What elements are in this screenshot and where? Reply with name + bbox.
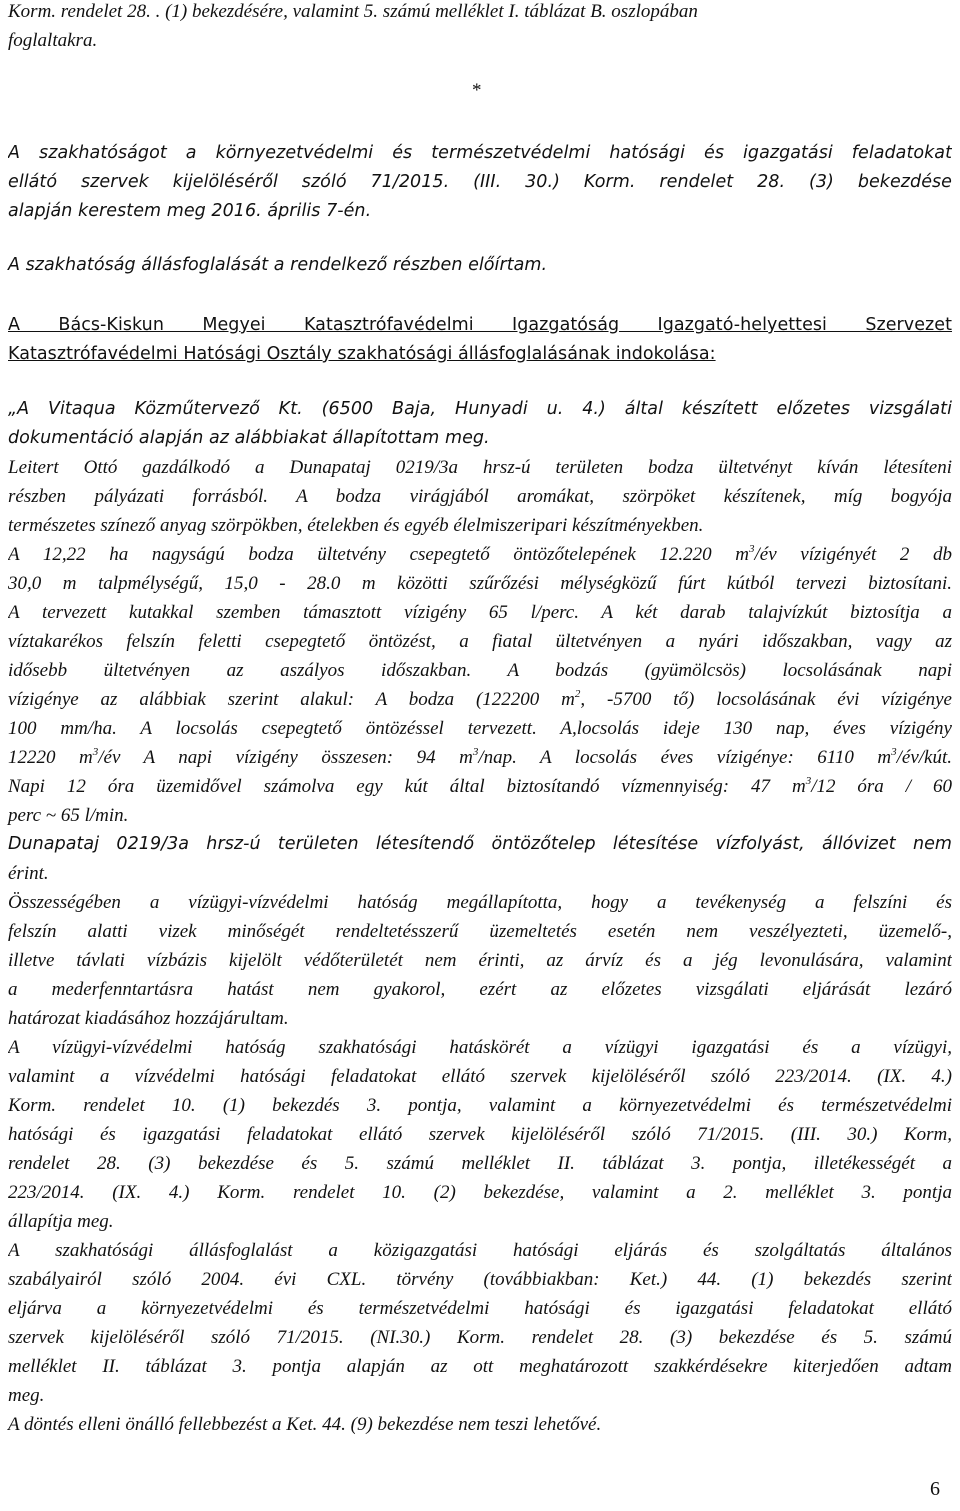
body-line: A vízügyi-vízvédelmi hatóság szakhatósági hatáskörét a vízügyi igazgatási és a vízügyi, [8,1037,952,1058]
body-line: melléklet II. táblázat 3. pontja alapján az ott meghatározott szakkérdésekre kiterjedően adtam [8,1356,952,1377]
body-line: dokumentáció alapján az alábbiakat állapítottam meg. [8,428,490,448]
statement-line: A szakhatóság állásfoglalását a rendelkező részben előírtam. [8,255,548,275]
body-text: /12 óra / 60 [811,776,952,797]
body-line: szervek kijelöléséről szóló 71/2015. (NI.30.) Korm. rendelet 28. (3) bekezdése és 5. számú [8,1327,952,1348]
heading-line: Katasztrófavédelmi Hatósági Osztály szakhatósági állásfoglalásának indokolása: [8,344,716,364]
body-text: A 12,22 ha nagyságú bodza ültetvény csepegtető öntözőtelepének 12.220 m [8,544,750,565]
superscript: 3 [472,746,479,758]
justification-body [8,395,952,1439]
statement-paragraph [8,251,952,280]
body-line: rendelet 28. (3) bekezdése és 5. számú melléklet II. táblázat 3. pontja, illetékességét a [8,1153,952,1174]
body-line: A döntés elleni önálló fellebbezést a Ket. 44. (9) bekezdése nem teszi lehetővé. [8,1414,602,1435]
body-line: A tervezett kutakkal szemben támasztott vízigény 65 l/perc. A két darab talajvízkút biztosítja a [8,602,952,623]
body-line: szabályairól szóló 2004. évi CXL. törvény (továbbiakban: Ket.) 44. (1) bekezdés szerint [8,1269,952,1290]
body-line: hatósági és igazgatási feladatokat ellátó szervek kijelöléséről szóló 71/2015. (III. 30.) Korm, [8,1124,952,1145]
body-line: Leitert Ottó gazdálkodó a Dunapataj 0219/3a hrsz-ú területen bodza ültetvényt kíván létesíteni [8,457,952,478]
body-text: Napi 12 óra üzemidővel számolva egy kút által biztosítandó vízmennyiség: 47 m [8,776,806,797]
body-line [8,743,952,772]
body-line: víztakarékos felszín feletti csepegtető öntözést, a fiatal ültetvényen a nyári időszakban, vagy az [8,631,952,652]
body-line: eljárva a környezetvédelmi és természetvédelmi hatósági és igazgatási feladatokat ellátó [8,1298,952,1319]
intro-line: A szakhatóságot a környezetvédelmi és természetvédelmi hatósági és igazgatási feladatokat [8,143,952,163]
page-number: 6 [930,1478,940,1500]
body-line [8,772,952,801]
header-line: foglaltakra. [8,30,98,51]
intro-line: ellátó szervek kijelöléséről szóló 71/2015. (III. 30.) Korm. rendelet 28. (3) bekezdése [8,172,952,192]
body-line: Összességében a vízügyi-vízvédelmi hatóság megállapította, hogy a tevékenység a felszíni és [8,892,952,913]
body-text: 12220 m [8,747,93,768]
superscript: 3 [805,775,812,787]
body-line: idősebb ültetvényen az aszályos időszakban. A bodzás (gyümölcsös) locsolásának napi [8,660,952,681]
body-line: Korm. rendelet 10. (1) bekezdés 3. pontja, valamint a környezetvédelmi és természetvédelmi [8,1095,952,1116]
body-text: /nap. A locsolás éves vízigénye: 6110 m [478,747,892,768]
body-line: a mederfenntartásra hatást nem gyakorol, ezért az előzetes vizsgálati eljárását lezáró [8,979,952,1000]
section-separator: * [472,80,482,101]
body-line: 223/2014. (IX. 4.) Korm. rendelet 10. (2) bekezdése, valamint a 2. melléklet 3. pontja [8,1182,952,1203]
header-paragraph [8,0,952,55]
superscript: 3 [749,543,755,555]
body-line: perc ~ 65 l/min. [8,805,129,826]
body-text: /év vízigényét 2 db [754,544,952,565]
body-line: „A Vitaqua Közműtervező Kt. (6500 Baja, Hunyadi u. 4.) által készített előzetes vizsgálati [8,399,952,419]
header-line: Korm. rendelet 28. . (1) bekezdésére, valamint 5. számú melléklet I. táblázat B. oszlopában [8,1,698,22]
body-line: Dunapataj 0219/3a hrsz-ú területen létesítendő öntözőtelep létesítése vízfolyást, állóvizet nem [8,834,952,854]
body-line: meg. [8,1385,45,1406]
body-line: részben pályázati forrásból. A bodza virágjából aromákat, szörpöket készítenek, míg bogyója [8,486,952,507]
superscript: 3 [891,746,897,758]
body-text: , -5700 tő) locsolásának évi vízigénye [580,689,952,710]
intro-line: alapján kerestem meg 2016. április 7-én. [8,201,372,221]
superscript: 2 [574,688,581,700]
body-line [8,685,952,714]
body-line: A szakhatósági állásfoglalást a közigazgatási hatósági eljárás és szolgáltatás általános [8,1240,952,1261]
superscript: 3 [92,746,99,758]
body-line: érint. [8,863,49,884]
body-line: természetes színező anyag szörpökben, ételekben és egyéb élelmiszeripari készítményekben. [8,515,704,536]
intro-paragraph [8,139,952,226]
heading-line: A Bács-Kiskun Megyei Katasztrófavédelmi Igazgatóság Igazgató-helyettesi Szervezet [8,315,952,335]
body-text: /év/kút. [896,747,952,768]
body-text: vízigénye az alábbiak szerint alakul: A bodza (122200 m [8,689,575,710]
justification-heading [8,311,952,369]
body-line: felszín alatti vizek minőségét rendeltetésszerű üzemeltetés esetén nem veszélyezteti, üzemelő-, [8,921,952,942]
body-text: /év A napi vízigény összesen: 94 m [98,747,473,768]
body-line: 100 mm/ha. A locsolás csepegtető öntözéssel tervezett. A,locsolás ideje 130 nap, éves vízigény [8,718,952,739]
body-line: valamint a vízvédelmi hatósági feladatokat ellátó szervek kijelöléséről szóló 223/2014. (IX. 4.) [8,1066,952,1087]
body-line: állapítja meg. [8,1211,114,1232]
body-line: 30,0 m talpmélységű, 15,0 - 28.0 m közötti szűrőzési mélységközű fúrt kútból tervezi biztosítani. [8,573,952,594]
body-line: határozat kiadásához hozzájárultam. [8,1008,289,1029]
body-line [8,540,952,569]
body-line: illetve távlati vízbázis kijelölt védőterületét nem érinti, az árvíz és a jég levonulására, valamint [8,950,952,971]
